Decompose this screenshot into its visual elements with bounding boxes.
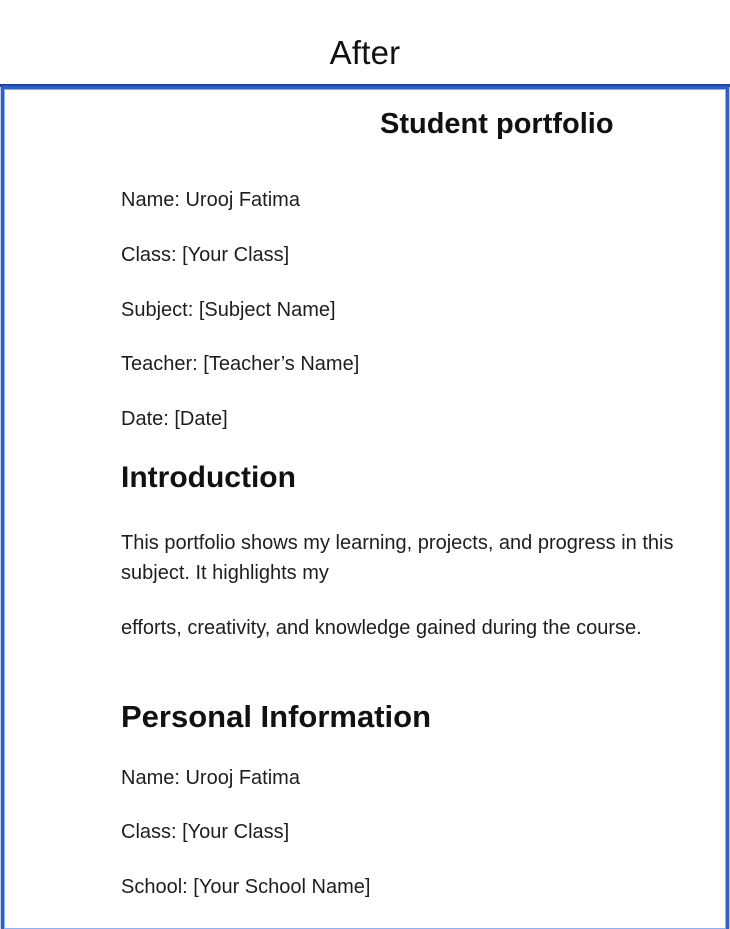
- teacher-field: Teacher: [Teacher’s Name]: [121, 353, 360, 375]
- introduction-paragraph: efforts, creativity, and knowledge gained during the course.: [121, 617, 642, 639]
- personal-name-field: Name: Urooj Fatima: [121, 767, 300, 789]
- document-page: [1, 86, 729, 929]
- personal-information-heading: Personal Information: [121, 699, 432, 734]
- subject-field: Subject: [Subject Name]: [121, 299, 336, 321]
- personal-class-field: Class: [Your Class]: [121, 821, 290, 843]
- image-caption: After: [329, 34, 401, 71]
- introduction-paragraph: This portfolio shows my learning, projects, and progress in this subject. It highlights my: [121, 532, 674, 584]
- date-field: Date: [Date]: [121, 408, 228, 430]
- document-title: Student portfolio: [380, 108, 614, 140]
- class-field: Class: [Your Class]: [121, 244, 290, 266]
- introduction-heading: Introduction: [121, 461, 296, 494]
- personal-school-field: School: [Your School Name]: [121, 876, 371, 898]
- name-field: Name: Urooj Fatima: [121, 189, 300, 211]
